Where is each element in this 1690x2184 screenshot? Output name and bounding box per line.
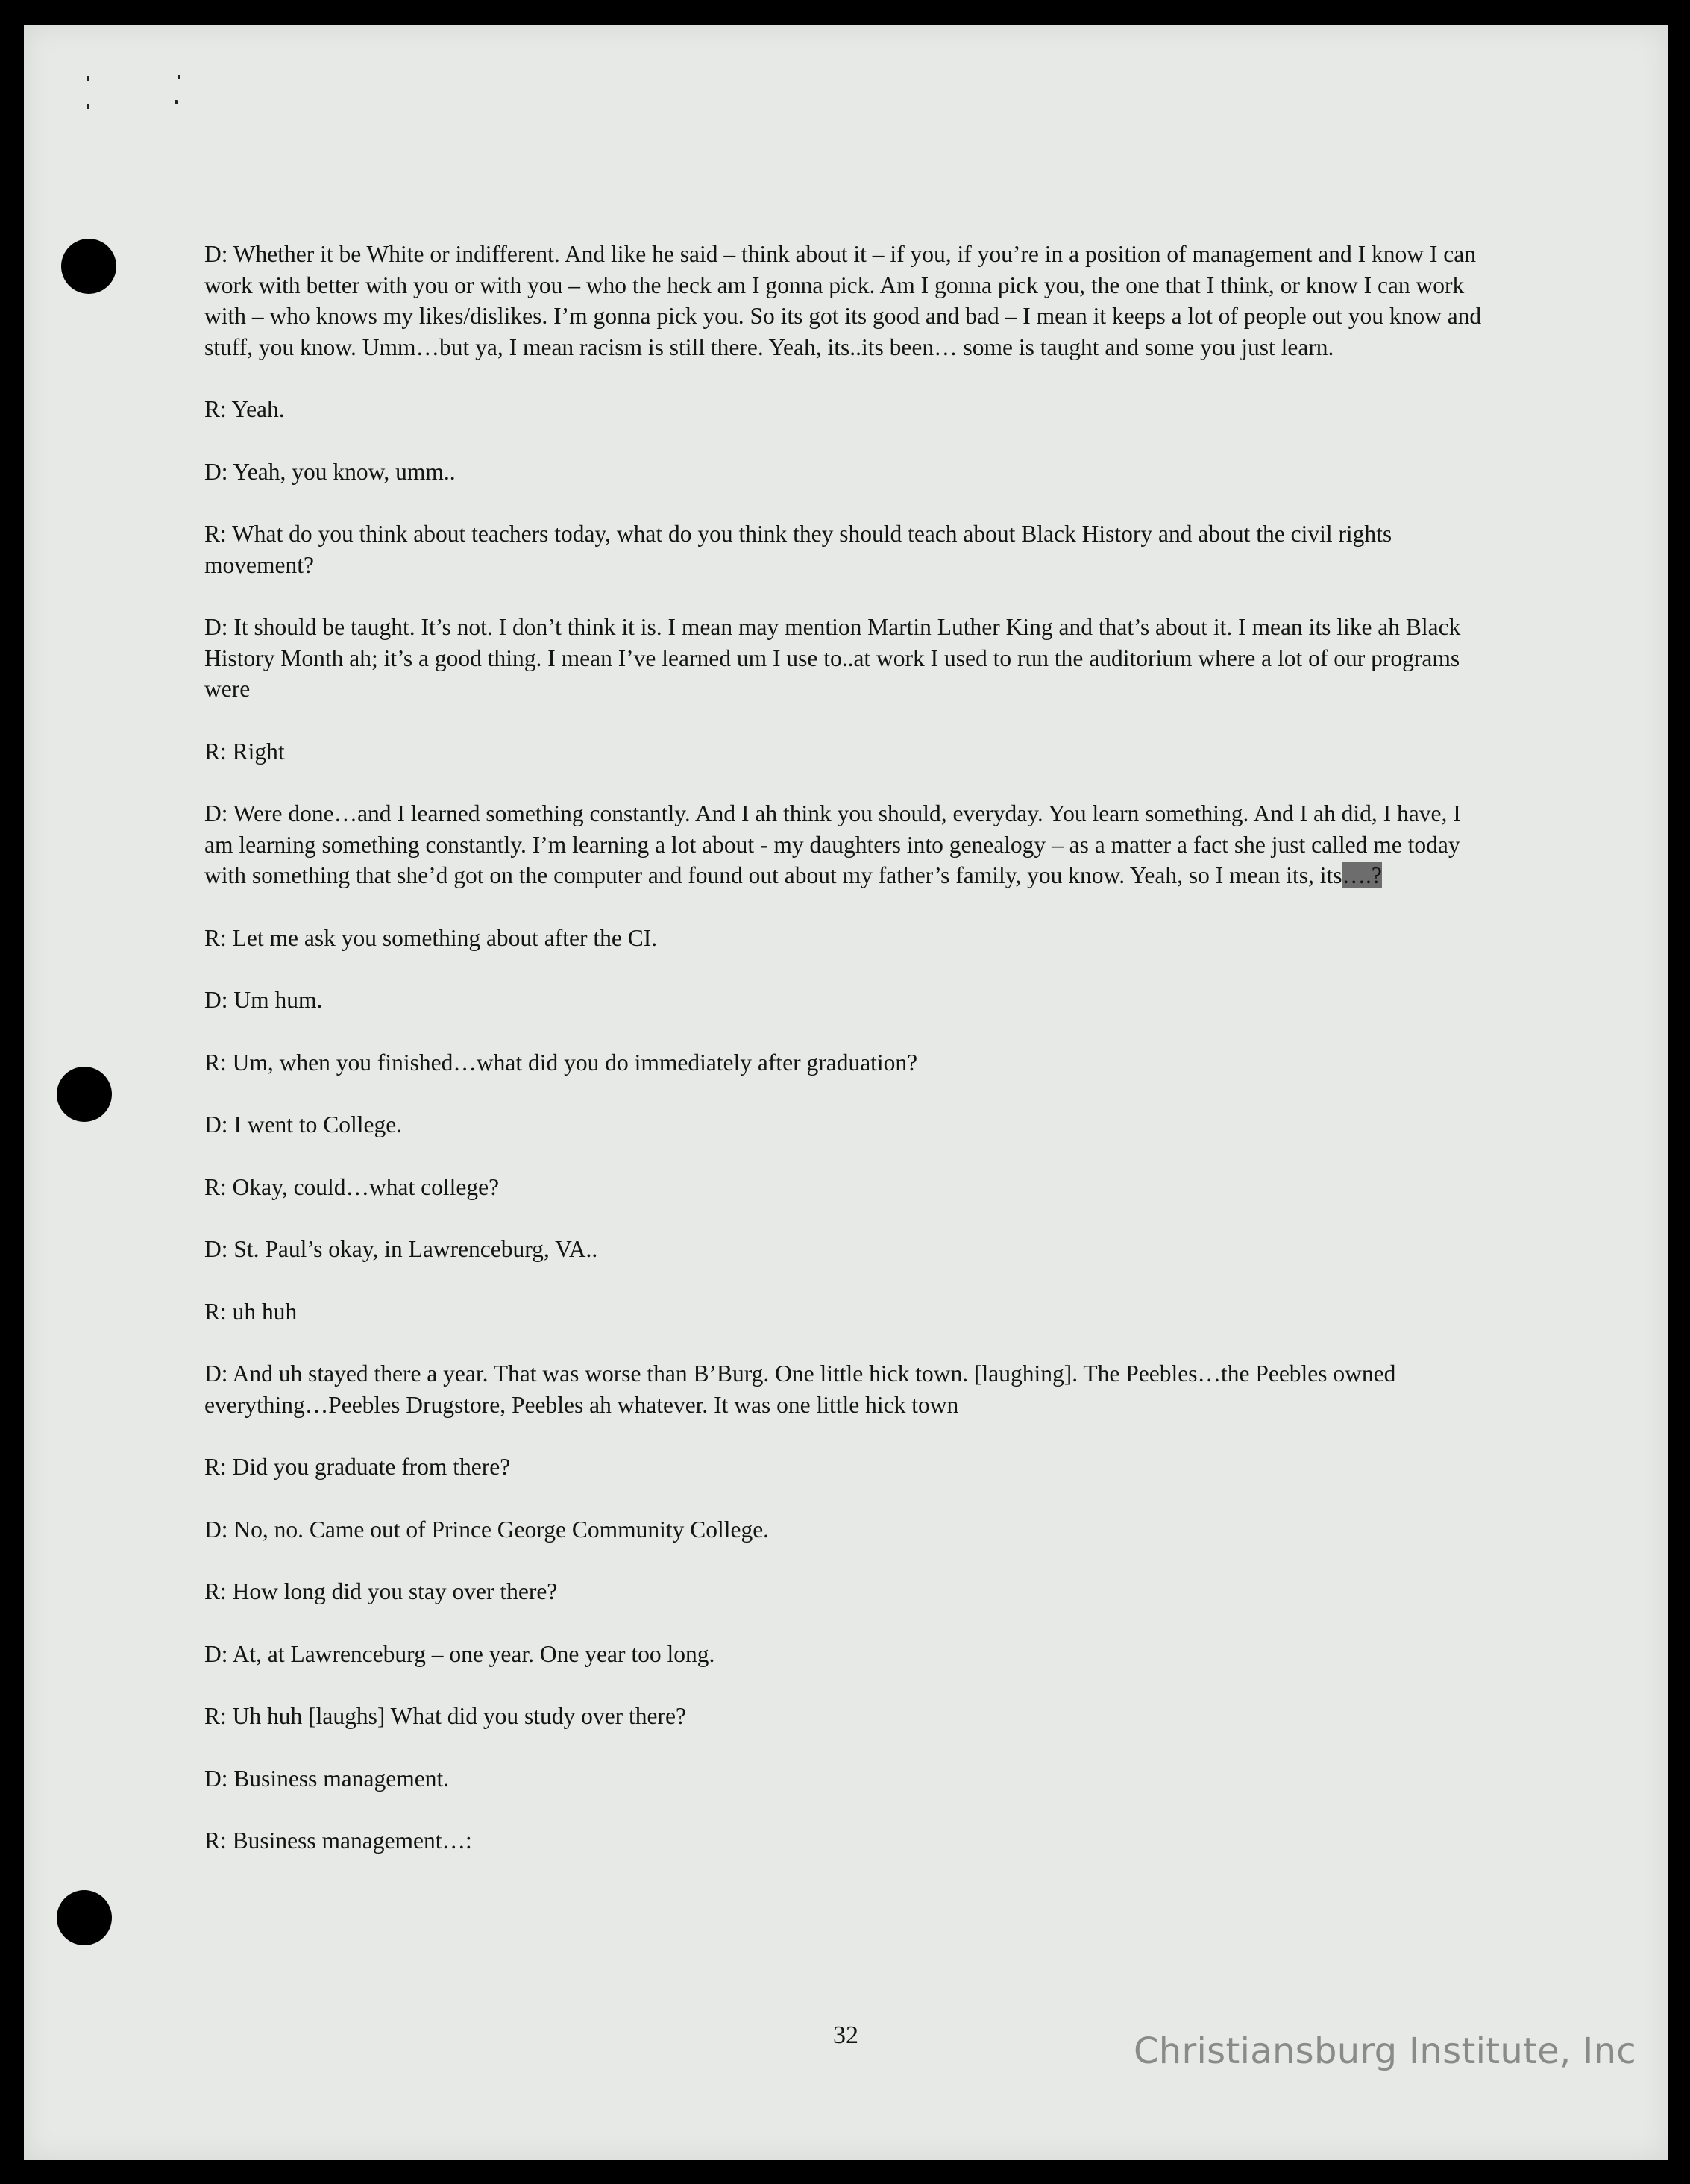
document-page: [24, 25, 1668, 2160]
scan-speck: [175, 100, 178, 104]
binder-hole-middle: [57, 1067, 112, 1122]
scan-speck: [178, 75, 180, 79]
transcript-paragraph: D: It should be taught. It’s not. I don’t think it is. I mean may mention Martin Luther King and that’s about it. I mean its like ah Black History Month ah; it’s a good thing. I mean I’ve learned um I use to..at work I used to run the auditorium where a lot of our programs were: [204, 614, 1461, 702]
transcript-paragraph: R: Business management…:: [204, 1827, 472, 1854]
transcript-paragraph: R: Uh huh [laughs] What did you study over there?: [204, 1703, 686, 1729]
transcript-paragraph: D: St. Paul’s okay, in Lawrenceburg, VA..: [204, 1236, 598, 1262]
transcript-paragraph: R: Okay, could…what college?: [204, 1173, 500, 1200]
scan-speck: [87, 104, 89, 109]
transcript-paragraph: R: Um, when you finished…what did you do immediately after graduation?: [204, 1049, 918, 1076]
transcript-paragraph: D: No, no. Came out of Prince George Community College.: [204, 1516, 770, 1543]
highlighted-unclear-text: ….?: [1342, 862, 1382, 888]
binder-hole-top: [61, 239, 116, 294]
transcript-paragraph: D: And uh stayed there a year. That was worse than B’Burg. One little hick town. [laughing]. The Peebles…the Peebles owned everything…Peebles Drugstore, Peebles ah whatever. It was one little hick town: [204, 1361, 1396, 1418]
transcript-paragraph: R: Yeah.: [204, 396, 285, 422]
watermark: Christiansburg Institute, Inc: [1133, 2030, 1636, 2072]
transcript-paragraph: [204, 798, 1487, 891]
transcript-paragraph: R: uh huh: [204, 1298, 298, 1325]
binder-hole-bottom: [57, 1890, 112, 1945]
scan-speck: [87, 76, 89, 81]
page-number: 32: [833, 2021, 858, 2049]
transcript-paragraph: D: Um hum.: [204, 987, 323, 1013]
transcript-paragraph: R: What do you think about teachers today, what do you think they should teach about Black History and about the civil rights movement?: [204, 521, 1392, 578]
transcript-paragraph: R: Right: [204, 738, 285, 765]
transcript-text: D: Were done…and I learned something constantly. And I ah think you should, everyday. You learn something. And I ah did, I have, I am learning something constantly. I’m learning a lot about - my daughters into genealogy – as a matter a fact she just called me today with something that she’d got on the computer and found out about my father’s family, you know. Yeah, so I mean its, its: [204, 800, 1461, 888]
interview-transcript: [204, 239, 1487, 1888]
transcript-paragraph: R: How long did you stay over there?: [204, 1578, 558, 1604]
transcript-paragraph: D: Yeah, you know, umm..: [204, 458, 456, 485]
transcript-paragraph: D: Whether it be White or indifferent. And like he said – think about it – if you, if you’re in a position of management and I know I can work with better with you or with you – who the heck am I gonna pick. Am I gonna pick you, the one that I think, or know I can work with – who knows my likes/dislikes. I’m gonna pick you. So its got its good and bad – I mean it keeps a lot of people out you know and stuff, you know. Umm…but ya, I mean racism is still there. Yeah, its..its been… some is taught and some you just learn.: [204, 241, 1482, 360]
transcript-paragraph: D: At, at Lawrenceburg – one year. One year too long.: [204, 1640, 715, 1667]
transcript-paragraph: D: I went to College.: [204, 1111, 403, 1138]
transcript-paragraph: R: Did you graduate from there?: [204, 1454, 511, 1480]
transcript-paragraph: D: Business management.: [204, 1765, 450, 1792]
transcript-paragraph: R: Let me ask you something about after the CI.: [204, 924, 658, 951]
